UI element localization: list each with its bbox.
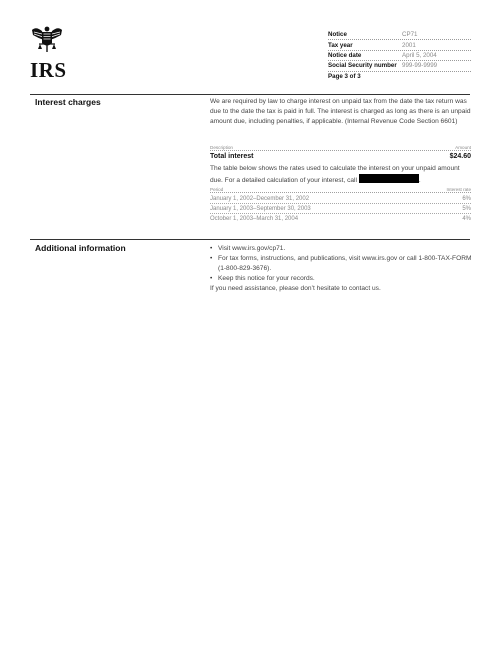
page-number-label: Page 3 of 3 xyxy=(328,72,361,80)
total-interest-label: Total interest xyxy=(210,152,254,160)
irs-logo-text: IRS xyxy=(30,58,67,82)
rates-intro-text: The table below shows the rates used to calculate the interest on your unpaid amount due. For a detailed calculation of your interest, call xyxy=(210,165,460,184)
notice-value: CP71 xyxy=(402,31,418,39)
rates-intro-paragraph: The table below shows the rates used to calculate the interest on your unpaid amount due. For a detailed calculation of your interest, call . xyxy=(210,165,460,184)
interest-intro-text: We are required by law to charge interest on unpaid tax from the date the tax return was due to the date the tax is paid in full. The interest is charged as long as there is an unpaid amount due, including penalties, if applicable. (Internal Revenue Code Section 6601) xyxy=(210,98,471,125)
section-divider xyxy=(30,239,470,240)
tax-year-label: Tax year xyxy=(328,41,353,49)
additional-information-body xyxy=(210,244,472,294)
rate-column-header: Interest rate xyxy=(446,187,471,192)
total-interest-value: $24.60 xyxy=(449,152,471,160)
tax-year-row xyxy=(328,40,471,50)
notice-label: Notice xyxy=(328,31,347,39)
ssn-row xyxy=(328,61,471,71)
interest-table-header xyxy=(210,143,471,151)
tax-year-value: 2001 xyxy=(402,41,416,49)
rate-row xyxy=(210,194,471,204)
additional-information-list xyxy=(210,244,472,284)
description-column-header: Description xyxy=(210,145,233,150)
notice-date-value: April 5, 2004 xyxy=(402,51,437,59)
rate-value: 4% xyxy=(462,215,471,222)
total-interest-row xyxy=(210,151,471,161)
rate-row xyxy=(210,214,471,223)
list-item: • Visit www.irs.gov/cp71. xyxy=(210,244,472,254)
redacted-phone-number xyxy=(359,174,419,183)
notice-date-row xyxy=(328,51,471,61)
closing-text: If you need assistance, please don’t hesitate to contact us. xyxy=(210,285,381,292)
rates-table-header xyxy=(210,185,471,193)
period-column-header: Period xyxy=(210,187,224,192)
interest-charges-heading: Interest charges xyxy=(35,97,101,107)
rate-value: 6% xyxy=(462,195,471,202)
ssn-label: Social Security number xyxy=(328,62,397,70)
rate-period: January 1, 2002–December 31, 2002 xyxy=(210,195,310,202)
rate-period: January 1, 2003–September 30, 2003 xyxy=(210,205,311,212)
notice-info-table xyxy=(328,30,471,81)
rate-value: 5% xyxy=(462,205,471,212)
list-item: • Keep this notice for your records. xyxy=(210,274,472,284)
section-divider xyxy=(30,94,470,95)
rate-row xyxy=(210,204,471,214)
rate-period: October 1, 2003–March 31, 2004 xyxy=(210,215,299,222)
notice-row xyxy=(328,30,471,40)
notice-date-label: Notice date xyxy=(328,51,362,59)
page-number-row xyxy=(328,72,471,81)
additional-information-heading: Additional information xyxy=(35,243,126,253)
list-item: • For tax forms, instructions, and publications, visit www.irs.gov or call 1-800-TAX-FORM (1-800-829-3676). xyxy=(210,254,472,274)
amount-column-header: Amount xyxy=(455,145,471,150)
irs-eagle-emblem-icon xyxy=(30,24,64,54)
ssn-value: 999-99-9999 xyxy=(402,62,438,70)
